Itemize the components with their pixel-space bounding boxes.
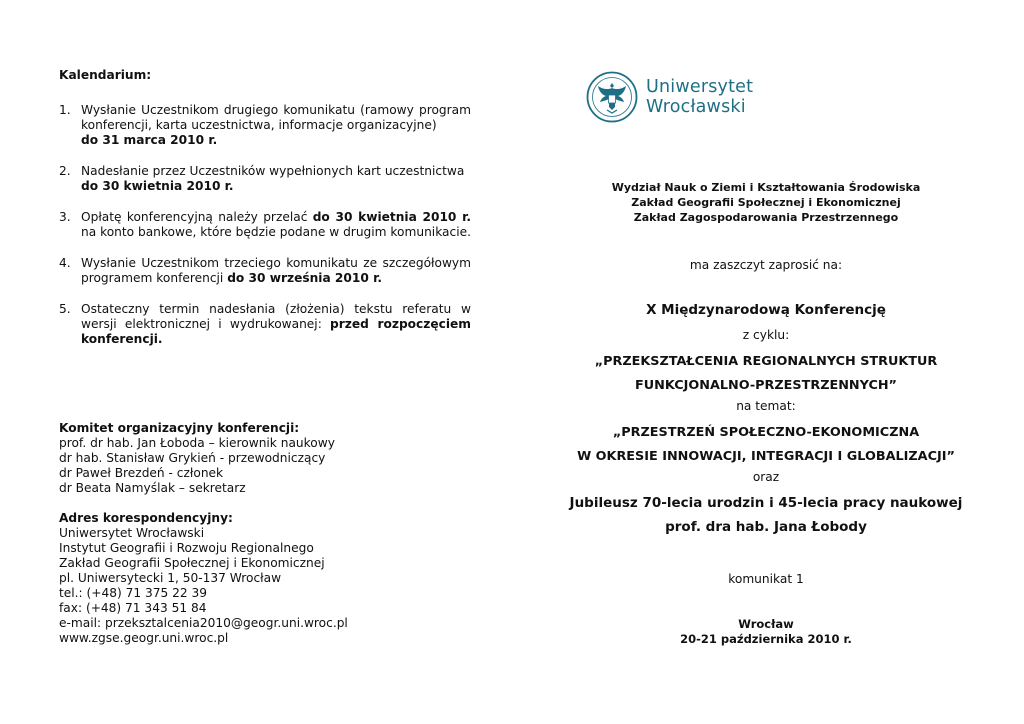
- calendar-item-number: 2.: [59, 164, 71, 178]
- calendar-section: [59, 68, 471, 363]
- calendar-item: [59, 164, 471, 194]
- calendar-item: [59, 103, 471, 148]
- topic-title-line: „PRZESTRZEŃ SPOŁECZNO-EKONOMICZNA: [612, 425, 920, 440]
- conjunction-text: oraz: [752, 470, 780, 484]
- calendar-item-text: [81, 256, 471, 286]
- topic-label: na temat:: [736, 399, 796, 413]
- calendar-title: Kalendarium:: [59, 68, 152, 82]
- calendar-item-deadline: do 30 kwietnia 2010 r.: [312, 210, 471, 224]
- address-line: Uniwersytet Wrocławski: [59, 526, 205, 540]
- calendar-item-deadline: do 30 kwietnia 2010 r.: [81, 179, 234, 193]
- calendar-item-body: Opłatę konferencyjną należy przelać: [81, 210, 308, 224]
- calendar-item-deadline: do 30 września 2010 r.: [227, 271, 382, 285]
- calendar-item-number: 3.: [59, 210, 71, 224]
- address-line: pl. Uniwersytecki 1, 50-137 Wrocław: [59, 571, 282, 585]
- calendar-item-number: 1.: [59, 103, 71, 117]
- address-line: Zakład Geografii Społecznej i Ekonomicznej: [59, 556, 325, 570]
- calendar-item: [59, 210, 471, 240]
- calendar-item-body: Ostateczny termin nadesłania (złożenia) tekstu referatu w wersji elektronicznej i wydrukowanej:: [81, 302, 471, 331]
- calendar-item-number: 5.: [59, 302, 71, 316]
- phone-line: tel.: (+48) 71 375 22 39: [59, 586, 208, 600]
- fax-line: fax: (+48) 71 343 51 84: [59, 601, 207, 615]
- university-emblem-icon: [586, 71, 638, 123]
- committee-member: prof. dr hab. Jan Łoboda – kierownik naukowy: [59, 436, 335, 450]
- calendar-item: [59, 256, 471, 286]
- department-block: [560, 180, 972, 225]
- place-city: Wrocław: [738, 617, 794, 631]
- calendar-item-number: 4.: [59, 256, 71, 270]
- calendar-item-body: Wysłanie Uczestnikom drugiego komunikatu (ramowy program konferencji, karta uczestnictwa, informacje organizacyjne): [81, 103, 471, 132]
- department-line: Zakład Zagospodarowania Przestrzennego: [633, 211, 899, 224]
- place-date: [560, 617, 972, 647]
- department-line: Zakład Geografii Społecznej i Ekonomicznej: [631, 196, 901, 209]
- university-name-line1: Uniwersytet: [646, 77, 754, 97]
- department-line: Wydział Nauk o Ziemi i Kształtowania Środowiska: [611, 181, 921, 194]
- calendar-item-body: Nadesłanie przez Uczestników wypełnionych kart uczestnictwa: [81, 164, 465, 178]
- communique-number: komunikat 1: [728, 572, 804, 586]
- website-link[interactable]: www.zgse.geogr.uni.wroc.pl: [59, 631, 229, 645]
- jubilee-line: prof. dra hab. Jana Łobody: [665, 519, 867, 535]
- jubilee-title: [560, 491, 972, 539]
- university-name: [646, 77, 753, 117]
- calendar-item-deadline: przed rozpoczęciem konferencji.: [81, 317, 471, 346]
- calendar-list: [59, 103, 471, 347]
- university-name-line2: Wrocławski: [646, 97, 746, 117]
- calendar-item-body: Wysłanie Uczestnikom trzeciego komunikatu ze szczegółowym programem konferencji: [81, 256, 471, 285]
- committee-title: Komitet organizacyjny konferencji:: [59, 421, 300, 435]
- cycle-label: z cyklu:: [742, 328, 790, 342]
- committee-member: dr Paweł Brezdeń - członek: [59, 466, 224, 480]
- cycle-title-line: „PRZEKSZTAŁCENIA REGIONALNYCH STRUKTUR: [594, 354, 938, 369]
- jubilee-line: Jubileusz 70-lecia urodzin i 45-lecia pracy naukowej: [569, 495, 963, 511]
- cycle-title-line: FUNKCJONALNO-PRZESTRZENNYCH”: [635, 378, 897, 393]
- address-line: Instytut Geografii i Rozwoju Regionalnego: [59, 541, 314, 555]
- cycle-title: [560, 350, 972, 398]
- invitation-panel: [560, 0, 972, 724]
- calendar-item-text: [81, 103, 471, 148]
- event-date: 20-21 października 2010 r.: [680, 632, 852, 646]
- university-logo: [586, 70, 756, 124]
- calendar-item-text: [81, 164, 471, 194]
- invite-text: ma zaszczyt zaprosić na:: [689, 258, 843, 272]
- calendar-item-text: [81, 302, 471, 347]
- topic-title-line: W OKRESIE INNOWACJI, INTEGRACJI I GLOBALIZACJI”: [577, 449, 955, 464]
- address-section: [59, 511, 471, 646]
- topic-title: [560, 421, 972, 469]
- address-title: Adres korespondencyjny:: [59, 511, 233, 525]
- email-link[interactable]: e-mail: przeksztalcenia2010@geogr.uni.wroc.pl: [59, 616, 348, 630]
- calendar-item: [59, 302, 471, 347]
- committee-member: dr Beata Namyślak – sekretarz: [59, 481, 246, 495]
- committee-section: [59, 421, 471, 496]
- conference-title: X Międzynarodową Konferencję: [646, 302, 886, 318]
- calendar-item-deadline: do 31 marca 2010 r.: [81, 133, 218, 147]
- committee-member: dr hab. Stanisław Grykień - przewodniczący: [59, 451, 326, 465]
- calendar-item-after: na konto bankowe, które będzie podane w drugim komunikacie.: [81, 225, 471, 239]
- calendar-item-text: [81, 210, 471, 240]
